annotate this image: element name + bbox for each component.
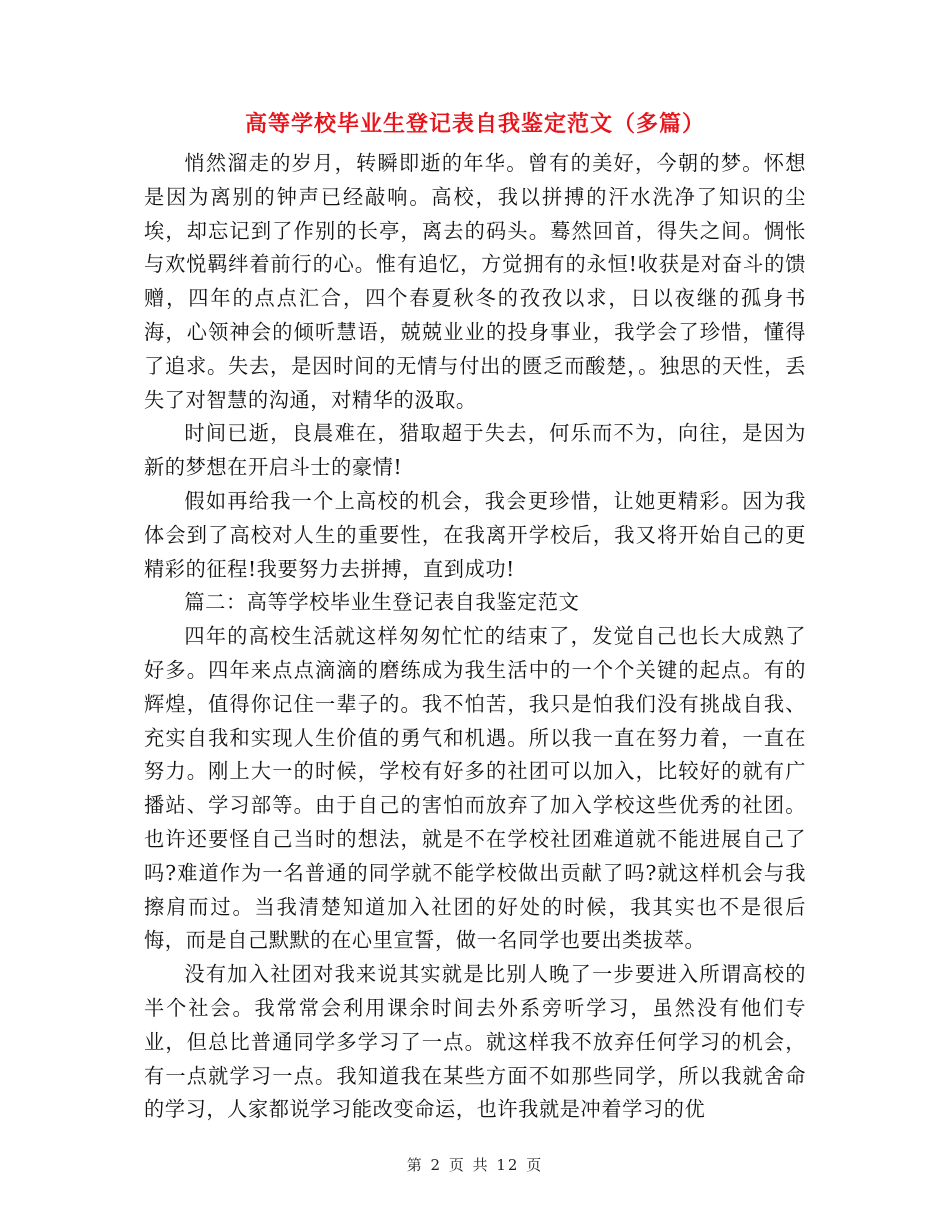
document-body — [144, 147, 806, 1127]
paragraph-2: 时间已逝，良晨难在，猎取超于失去，何乐而不为，向往，是因为新的梦想在开启斗士的豪情! — [144, 421, 806, 480]
paragraph-3: 假如再给我一个上高校的机会，我会更珍惜，让她更精彩。因为我体会到了高校对人生的重要性，在我离开学校后，我又将开始自己的更精彩的征程!我要努力去拼搏，直到成功! — [144, 488, 806, 581]
section-heading: 篇二：高等学校毕业生登记表自我鉴定范文 — [184, 590, 580, 615]
paragraph-1: 悄然溜走的岁月，转瞬即逝的年华。曾有的美好，今朝的梦。怀想是因为离别的钟声已经敲响。高校，我以拼搏的汗水洗净了知识的尘埃，却忘记到了作别的长亭，离去的码头。蓦然回首，得失之间。惆怅与欢悦羁绊着前行的心。惟有追忆，方觉拥有的永恒!收获是对奋斗的馈赠，四年的点点汇合，四个春夏秋冬的孜孜以求，日以夜继的孤身书海，心领神会的倾听慧语，兢兢业业的投身事业，我学会了珍惜，懂得了追求。失去，是因时间的无情与付出的匮乏而酸楚，。独思的天性，丢失了对智慧的沟通，对精华的汲取。 — [144, 151, 806, 412]
paragraph-4: 四年的高校生活就这样匆匆忙忙的结束了，发觉自己也长大成熟了好多。四年来点点滴滴的磨练成为我生活中的一个个关键的起点。有的辉煌，值得你记住一辈子的。我不怕苦，我只是怕我们没有挑战自我、充实自我和实现人生价值的勇气和机遇。所以我一直在努力着，一直在努力。刚上大一的时候，学校有好多的社团可以加入，比较好的就有广播站、学习部等。由于自己的害怕而放弃了加入学校这些优秀的社团。也许还要怪自己当时的想法，就是不在学校社团难道就不能进展自己了吗?难道作为一名普通的同学就不能学校做出贡献了吗?就这样机会与我擦肩而过。当我清楚知道加入社团的好处的时候，我其实也不是很后悔，而是自己默默的在心里宣誓，做一名同学也要出类拔萃。 — [144, 624, 806, 953]
paragraph-5: 没有加入社团对我来说其实就是比别人晚了一步要进入所谓高校的半个社会。我常常会利用课余时间去外系旁听学习，虽然没有他们专业，但总比普通同学多学习了一点。就这样我不放弃任何学习的机会，有一点就学习一点。我知道我在某些方面不如那些同学，所以我就舍命的学习，人家都说学习能改变命运，也许我就是冲着学习的优 — [144, 962, 806, 1122]
document-title: 高等学校毕业生登记表自我鉴定范文（多篇） — [244, 112, 705, 137]
page-number-footer: 第 2 页 共 12 页 — [406, 1156, 544, 1174]
